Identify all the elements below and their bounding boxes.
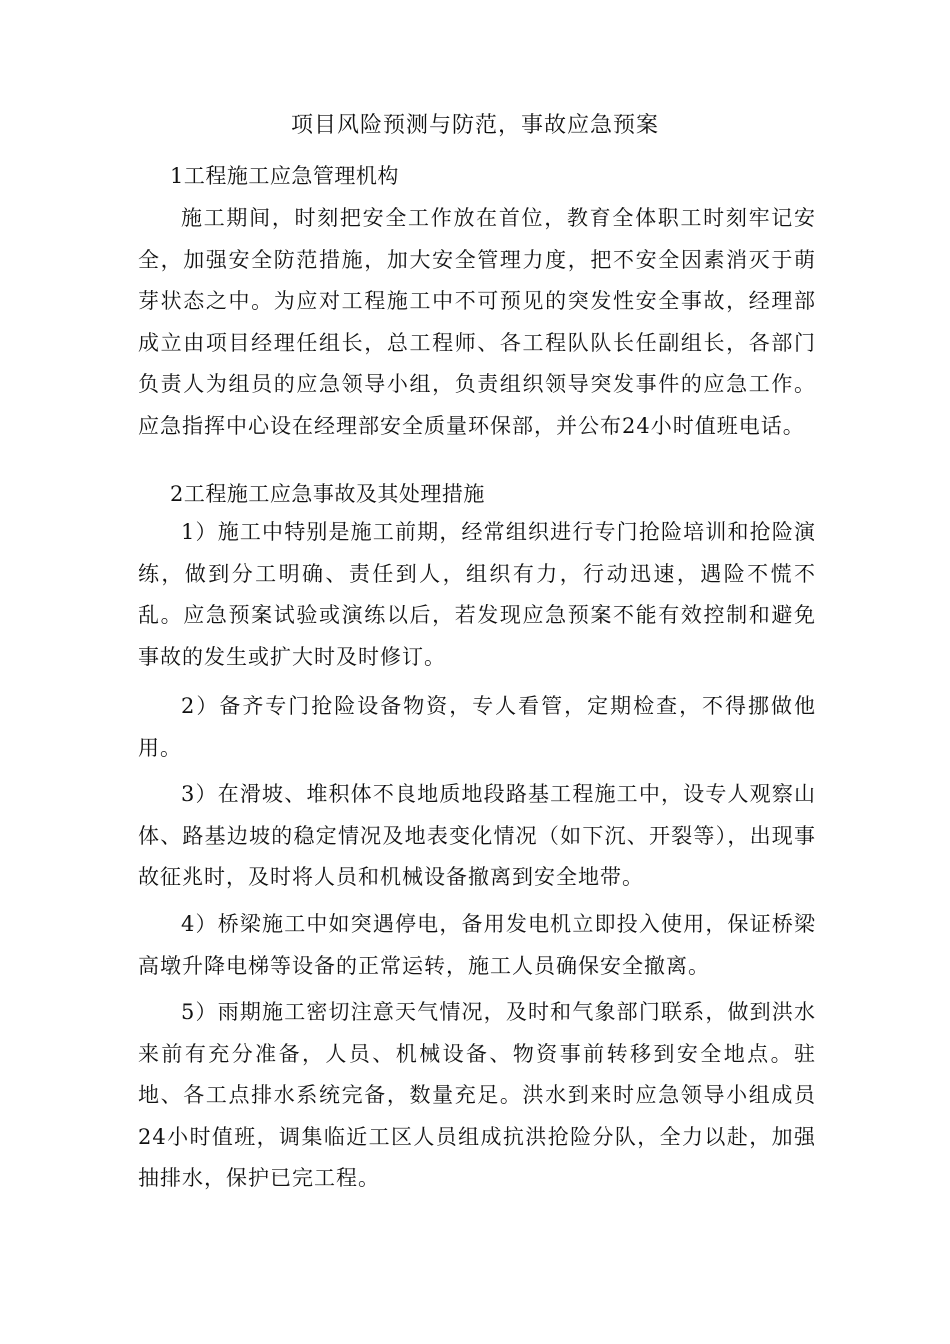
section-heading-1: 1工程施工应急管理机构 — [170, 164, 399, 188]
section-2-body — [138, 512, 816, 678]
section-1-body — [138, 198, 816, 447]
paragraph: 5）雨期施工密切注意天气情况，及时和气象部门联系，做到洪水来前有充分准备，人员、机械设备、物资事前转移到安全地点。驻地、各工点排水系统完备，数量充足。洪水到来时应急领导小组成员24小时值班，调集临近工区人员组成抗洪抢险分队，全力以赴，加强抽排水，保护已完工程。 — [138, 1000, 816, 1190]
section-2-body — [138, 774, 816, 899]
document-title: 项目风险预测与防范，事故应急预案 — [290, 113, 659, 138]
paragraph: 1）施工中特别是施工前期，经常组织进行专门抢险培训和抢险演练，做到分工明确、责任到人，组织有力，行动迅速，遇险不慌不乱。应急预案试验或演练以后，若发现应急预案不能有效控制和避免事故的发生或扩大时及时修订。 — [138, 520, 816, 669]
paragraph: 4）桥梁施工中如突遇停电，备用发电机立即投入使用，保证桥梁高墩升降电梯等设备的正常运转，施工人员确保安全撤离。 — [138, 912, 816, 978]
section-2-body — [138, 904, 816, 987]
paragraph: 2）备齐专门抢险设备物资，专人看管，定期检查，不得挪做他用。 — [138, 694, 816, 760]
paragraph: 3）在滑坡、堆积体不良地质地段路基工程施工中，设专人观察山体、路基边坡的稳定情况及地表变化情况（如下沉、开裂等），出现事故征兆时，及时将人员和机械设备撤离到安全地带。 — [138, 782, 816, 889]
section-heading-2: 2工程施工应急事故及其处理措施 — [170, 482, 485, 506]
section-2-body — [138, 686, 816, 769]
paragraph: 施工期间，时刻把安全工作放在首位，教育全体职工时刻牢记安全，加强安全防范措施，加大安全管理力度，把不安全因素消灭于萌芽状态之中。为应对工程施工中不可预见的突发性安全事故，经理部成立由项目经理任组长，总工程师、各工程队队长任副组长，各部门负责人为组员的应急领导小组，负责组织领导突发事件的应急工作。应急指挥中心设在经理部安全质量环保部，并公布24小时值班电话。 — [138, 206, 816, 438]
section-2-body — [138, 992, 816, 1200]
